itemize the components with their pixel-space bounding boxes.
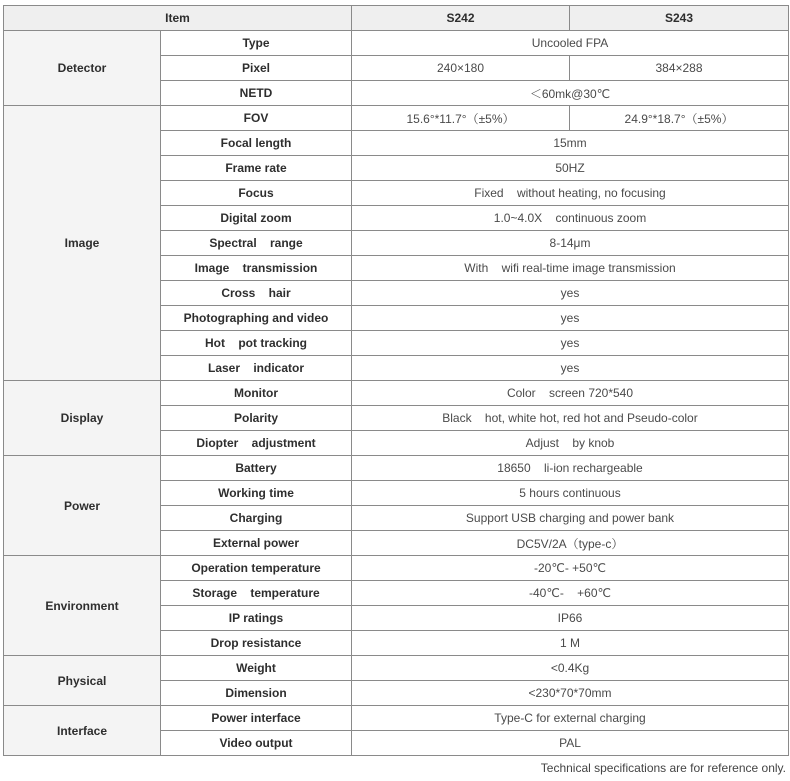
row-value-storage-temp: -40℃- +60℃ xyxy=(352,581,789,606)
row-label-focal-length: Focal length xyxy=(161,131,352,156)
group-environment: Environment xyxy=(4,556,161,656)
table-header-row xyxy=(4,6,789,31)
row-label-video-output: Video output xyxy=(161,731,352,756)
row-label-polarity: Polarity xyxy=(161,406,352,431)
row-label-type: Type xyxy=(161,31,352,56)
row-label-laser-indicator: Laser indicator xyxy=(161,356,352,381)
row-value-weight: <0.4Kg xyxy=(352,656,789,681)
row-value-focus: Fixed without heating, no focusing xyxy=(352,181,789,206)
row-value-fov-s243: 24.9°*18.7°（±5%） xyxy=(570,106,789,131)
row-value-netd: ＜60mk@30℃ xyxy=(352,81,789,106)
row-label-storage-temp: Storage temperature xyxy=(161,581,352,606)
row-value-ip-ratings: IP66 xyxy=(352,606,789,631)
row-value-polarity: Black hot, white hot, red hot and Pseudo-color xyxy=(352,406,789,431)
footnote: Technical specifications are for reference only. xyxy=(540,761,786,775)
row-label-battery: Battery xyxy=(161,456,352,481)
table-row xyxy=(4,706,789,731)
row-label-image-transmission: Image transmission xyxy=(161,256,352,281)
table-row xyxy=(4,31,789,56)
row-value-diopter: Adjust by knob xyxy=(352,431,789,456)
group-detector: Detector xyxy=(4,31,161,106)
row-label-fov: FOV xyxy=(161,106,352,131)
row-value-pixel-s243: 384×288 xyxy=(570,56,789,81)
row-value-image-transmission: With wifi real-time image transmission xyxy=(352,256,789,281)
row-label-weight: Weight xyxy=(161,656,352,681)
row-label-operation-temp: Operation temperature xyxy=(161,556,352,581)
row-value-hot-spot-tracking: yes xyxy=(352,331,789,356)
row-value-fov-s242: 15.6°*11.7°（±5%） xyxy=(352,106,570,131)
header-s243: S243 xyxy=(570,6,789,31)
row-label-hot-spot-tracking: Hot pot tracking xyxy=(161,331,352,356)
row-value-type: Uncooled FPA xyxy=(352,31,789,56)
row-value-working-time: 5 hours continuous xyxy=(352,481,789,506)
header-item: Item xyxy=(4,6,352,31)
row-value-external-power: DC5V/2A（type-c） xyxy=(352,531,789,556)
row-value-frame-rate: 50HZ xyxy=(352,156,789,181)
group-image: Image xyxy=(4,106,161,381)
row-value-operation-temp: -20℃- +50℃ xyxy=(352,556,789,581)
row-value-charging: Support USB charging and power bank xyxy=(352,506,789,531)
row-value-photo-video: yes xyxy=(352,306,789,331)
row-label-charging: Charging xyxy=(161,506,352,531)
row-value-laser-indicator: yes xyxy=(352,356,789,381)
row-value-dimension: <230*70*70mm xyxy=(352,681,789,706)
row-value-monitor: Color screen 720*540 xyxy=(352,381,789,406)
row-value-cross-hair: yes xyxy=(352,281,789,306)
table-row xyxy=(4,656,789,681)
table-row xyxy=(4,456,789,481)
group-display: Display xyxy=(4,381,161,456)
row-label-working-time: Working time xyxy=(161,481,352,506)
row-label-cross-hair: Cross hair xyxy=(161,281,352,306)
row-label-frame-rate: Frame rate xyxy=(161,156,352,181)
row-label-ip-ratings: IP ratings xyxy=(161,606,352,631)
row-label-drop-resistance: Drop resistance xyxy=(161,631,352,656)
row-value-power-interface: Type-C for external charging xyxy=(352,706,789,731)
row-label-focus: Focus xyxy=(161,181,352,206)
row-value-digital-zoom: 1.0~4.0X continuous zoom xyxy=(352,206,789,231)
group-power: Power xyxy=(4,456,161,556)
row-value-drop-resistance: 1 M xyxy=(352,631,789,656)
row-value-pixel-s242: 240×180 xyxy=(352,56,570,81)
row-label-photo-video: Photographing and video xyxy=(161,306,352,331)
table-row xyxy=(4,381,789,406)
spec-table xyxy=(3,5,789,756)
row-label-dimension: Dimension xyxy=(161,681,352,706)
row-label-spectral-range: Spectral range xyxy=(161,231,352,256)
row-label-monitor: Monitor xyxy=(161,381,352,406)
row-label-power-interface: Power interface xyxy=(161,706,352,731)
group-interface: Interface xyxy=(4,706,161,756)
table-row xyxy=(4,106,789,131)
row-label-diopter: Diopter adjustment xyxy=(161,431,352,456)
header-s242: S242 xyxy=(352,6,570,31)
row-label-digital-zoom: Digital zoom xyxy=(161,206,352,231)
row-label-netd: NETD xyxy=(161,81,352,106)
row-label-external-power: External power xyxy=(161,531,352,556)
row-value-spectral-range: 8-14μm xyxy=(352,231,789,256)
group-physical: Physical xyxy=(4,656,161,706)
row-value-video-output: PAL xyxy=(352,731,789,756)
row-value-battery: 18650 li-ion rechargeable xyxy=(352,456,789,481)
row-label-pixel: Pixel xyxy=(161,56,352,81)
row-value-focal-length: 15mm xyxy=(352,131,789,156)
table-row xyxy=(4,556,789,581)
